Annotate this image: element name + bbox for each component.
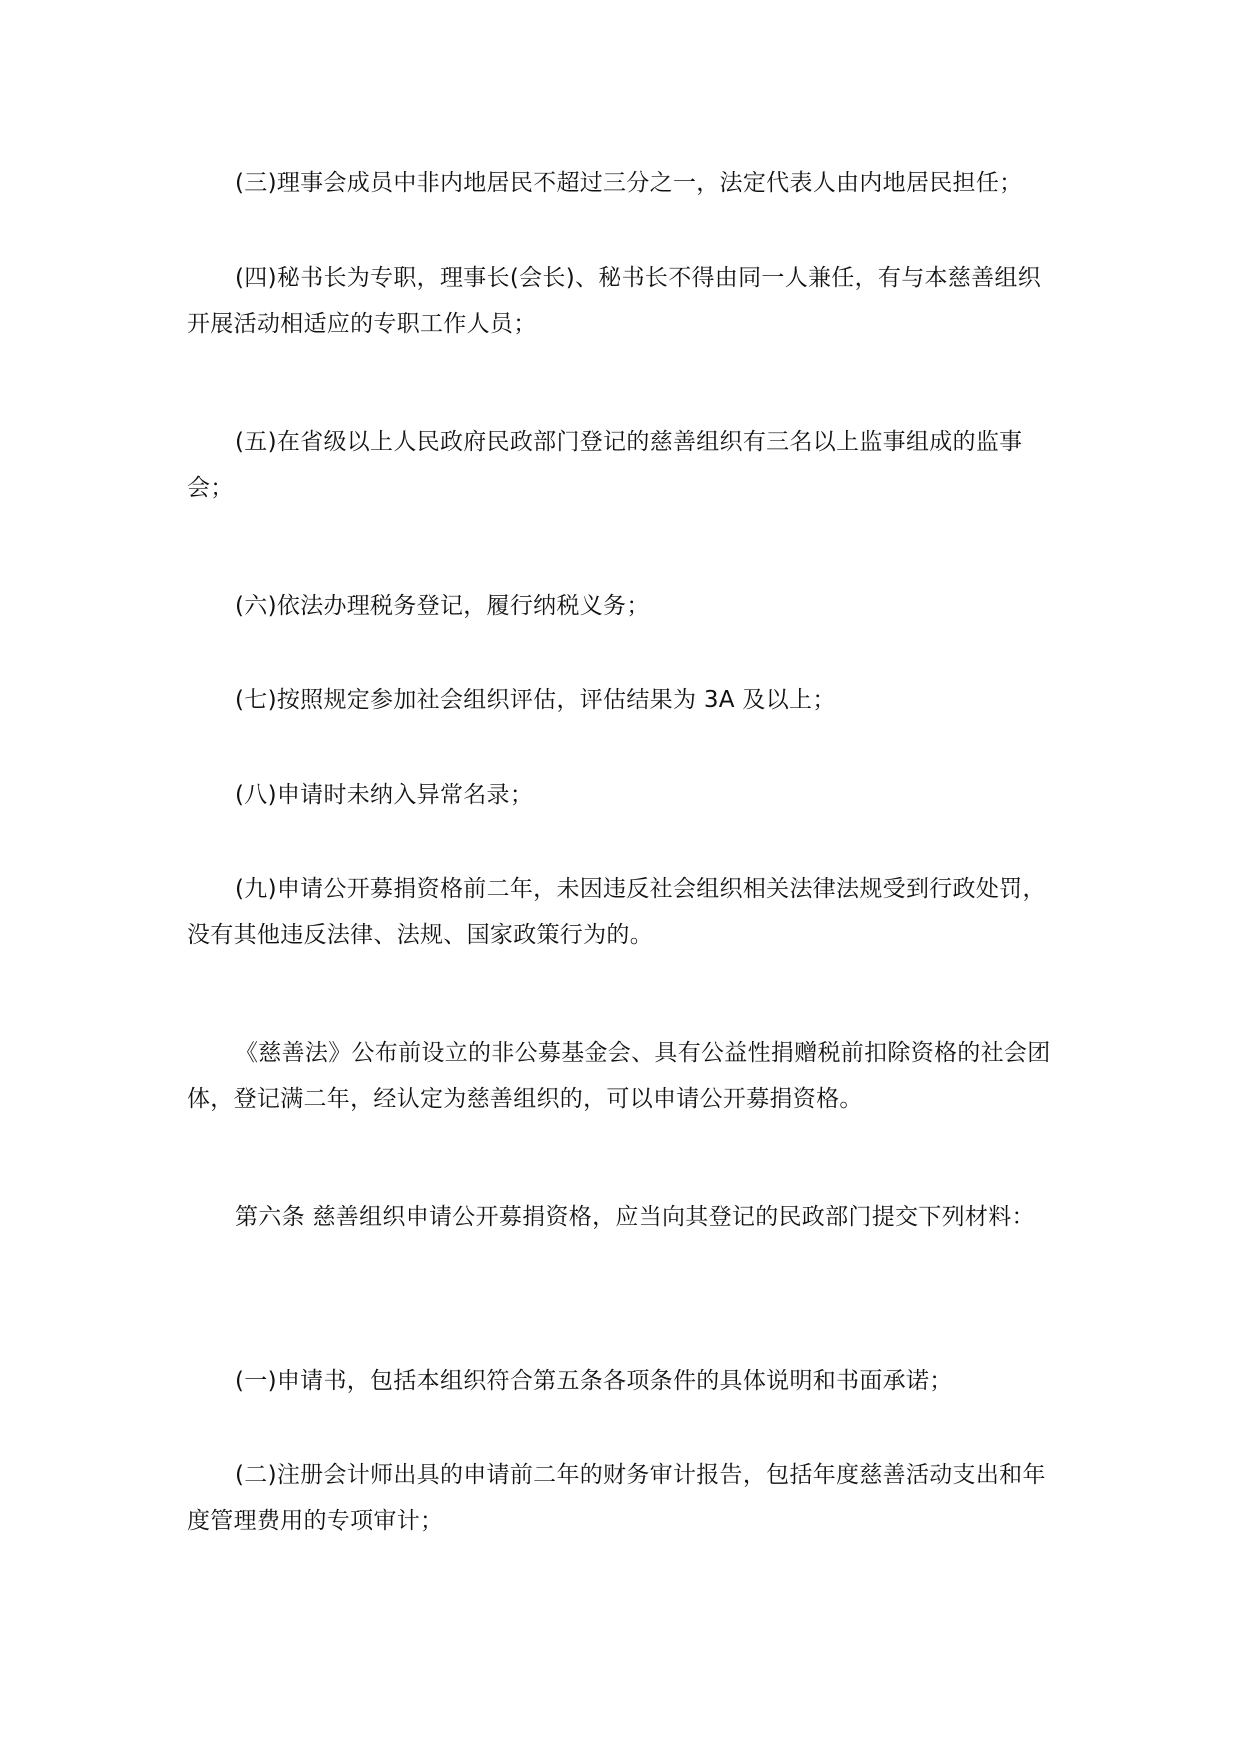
paragraph-charity-law: 《慈善法》公布前设立的非公募基金会、具有公益性捐赠税前扣除资格的社会团体，登记满二年，经认定为慈善组织的，可以申请公开募捐资格。: [187, 1040, 1051, 1112]
paragraph-material-1: (一)申请书，包括本组织符合第五条各项条件的具体说明和书面承诺；: [235, 1368, 953, 1394]
paragraph-item-7: (七)按照规定参加社会组织评估，评估结果为 3A 及以上；: [235, 687, 836, 713]
paragraph-item-4: (四)秘书长为专职，理事长(会长)、秘书长不得由同一人兼任，有与本慈善组织开展活动相适应的专职工作人员；: [187, 265, 1041, 337]
paragraph-item-3: (三)理事会成员中非内地居民不超过三分之一，法定代表人由内地居民担任；: [235, 170, 1023, 196]
paragraph-item-6: (六)依法办理税务登记，履行纳税义务；: [235, 593, 650, 619]
paragraph-article-6: 第六条 慈善组织申请公开募捐资格，应当向其登记的民政部门提交下列材料：: [235, 1204, 1035, 1230]
paragraph-item-5: (五)在省级以上人民政府民政部门登记的慈善组织有三名以上监事组成的监事会；: [187, 429, 1023, 501]
paragraph-material-2: (二)注册会计师出具的申请前二年的财务审计报告，包括年度慈善活动支出和年度管理费用的专项审计；: [187, 1462, 1046, 1534]
paragraph-item-8: (八)申请时未纳入异常名录；: [235, 782, 534, 808]
paragraph-item-9: (九)申请公开募捐资格前二年，未因违反社会组织相关法律法规受到行政处罚，没有其他违反法律、法规、国家政策行为的。: [187, 876, 1046, 948]
